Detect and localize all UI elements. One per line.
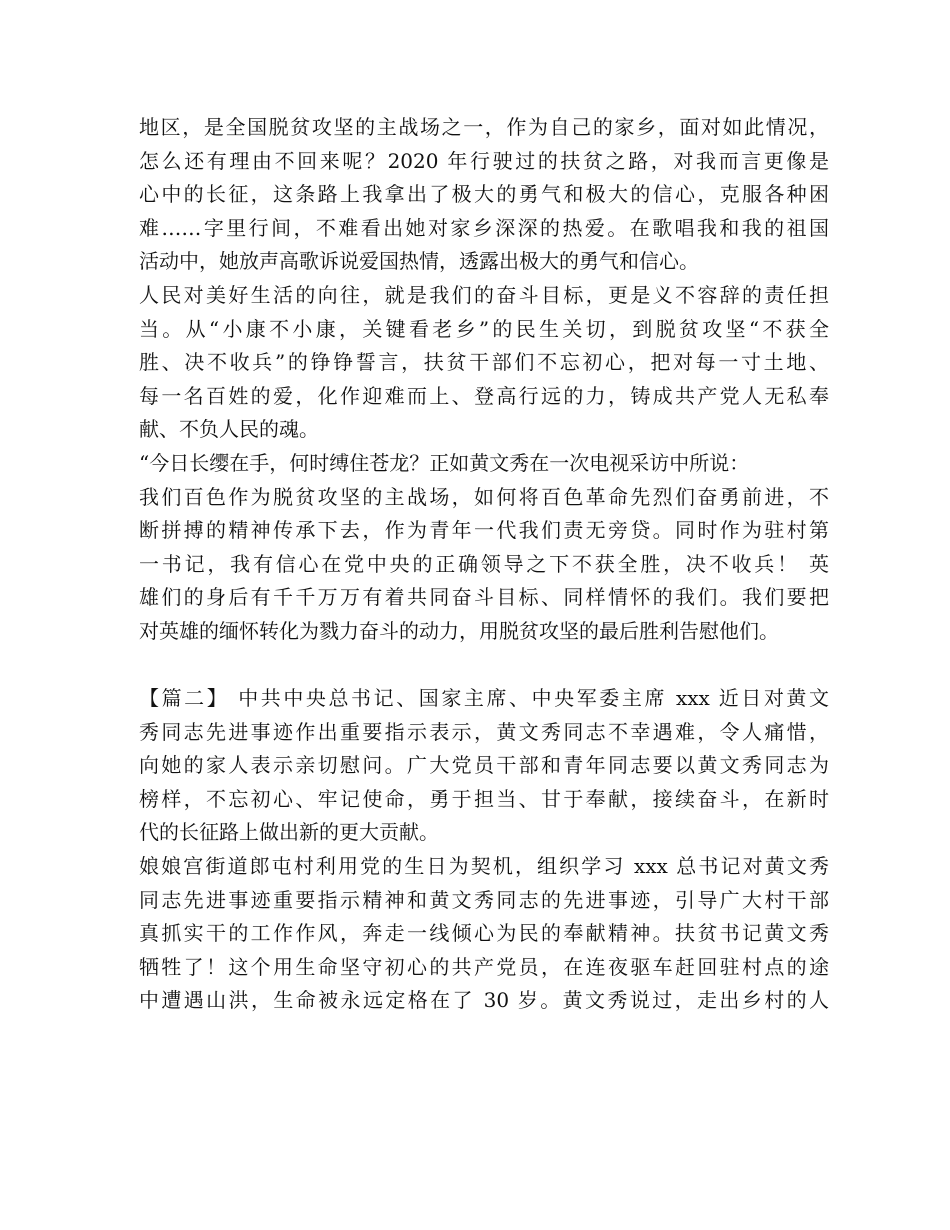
text-line: 娘娘宫街道郎屯村利用党的生日为契机，组织学习 xxx 总书记对黄文秀 — [139, 854, 829, 879]
text-line: 一书记，我有信心在党中央的正确领导之下不获全胜，决不收兵！ 英 — [139, 551, 829, 576]
text-line: 心中的长征，这条路上我拿出了极大的勇气和极大的信心，克服各种困 — [139, 182, 829, 207]
document-body — [139, 111, 829, 1018]
text-line: 献、不负人民的魂。 — [139, 417, 319, 442]
text-line: 断拼搏的精神传承下去，作为青年一代我们责无旁贷。同时作为驻村第 — [139, 518, 829, 543]
paragraph-5 — [139, 850, 829, 1018]
text-line: 【篇二】 中共中央总书记、国家主席、中央军委主席 xxx 近日对黄文 — [139, 686, 829, 711]
text-line: 我们百色作为脱贫攻坚的主战场，如何将百色革命先烈们奋勇前进，不 — [139, 484, 829, 509]
text-line: 向她的家人表示亲切慰问。广大党员干部和青年同志要以黄文秀同志为 — [139, 753, 829, 778]
text-line: 人民对美好生活的向往，就是我们的奋斗目标，更是义不容辞的责任担 — [139, 282, 829, 307]
text-line: 地区，是全国脱贫攻坚的主战场之一，作为自己的家乡，面对如此情况， — [139, 115, 829, 139]
text-line: 牺牲了！这个用生命坚守初心的共产党员，在连夜驱车赶回驻村点的途 — [139, 954, 829, 979]
text-line: 当。从“小康不小康，关键看老乡”的民生关切，到脱贫攻坚“不获全 — [139, 316, 829, 341]
text-line: 雄们的身后有千千万万有着共同奋斗目标、同样情怀的我们。我们要把 — [139, 585, 829, 610]
text-line: 同志先进事迹重要指示精神和黄文秀同志的先进事迹，引导广大村干部 — [139, 887, 829, 912]
paragraph-2 — [139, 279, 829, 447]
paragraph-3 — [139, 447, 829, 649]
text-line: 榜样，不忘初心、牢记使命，勇于担当、甘于奉献，接续奋斗，在新时 — [139, 786, 829, 811]
text-line: 每一名百姓的爱，化作迎难而上、登高行远的力，铸成共产党人无私奉 — [139, 383, 829, 408]
text-line: 秀同志先进事迹作出重要指示表示，黄文秀同志不幸遇难，令人痛惜， — [139, 719, 829, 744]
paragraph-gap — [139, 649, 829, 683]
paragraph-1 — [139, 111, 829, 279]
text-line: 代的长征路上做出新的更大贡献。 — [139, 820, 439, 845]
text-line: 真抓实干的工作作风，奔走一线倾心为民的奉献精神。扶贫书记黄文秀 — [139, 921, 829, 946]
text-line: 活动中，她放声高歌诉说爱国热情，透露出极大的勇气和信心。 — [139, 249, 699, 274]
text-line: 中遭遇山洪，生命被永远定格在了 30 岁。黄文秀说过，走出乡村的人 — [139, 988, 829, 1013]
paragraph-4 — [139, 682, 829, 850]
text-line: 怎么还有理由不回来呢？2020 年行驶过的扶贫之路，对我而言更像是 — [139, 148, 829, 173]
text-line: “今日长缨在手，何时缚住苍龙？正如黄文秀在一次电视采访中所说： — [139, 450, 750, 475]
text-line: 胜、决不收兵”的铮铮誓言，扶贫干部们不忘初心，把对每一寸土地、 — [139, 350, 829, 375]
text-line: 难……字里行间，不难看出她对家乡深深的热爱。在歌唱我和我的祖国 — [139, 215, 829, 240]
text-line: 对英雄的缅怀转化为戮力奋斗的动力，用脱贫攻坚的最后胜利告慰他们。 — [139, 618, 779, 643]
